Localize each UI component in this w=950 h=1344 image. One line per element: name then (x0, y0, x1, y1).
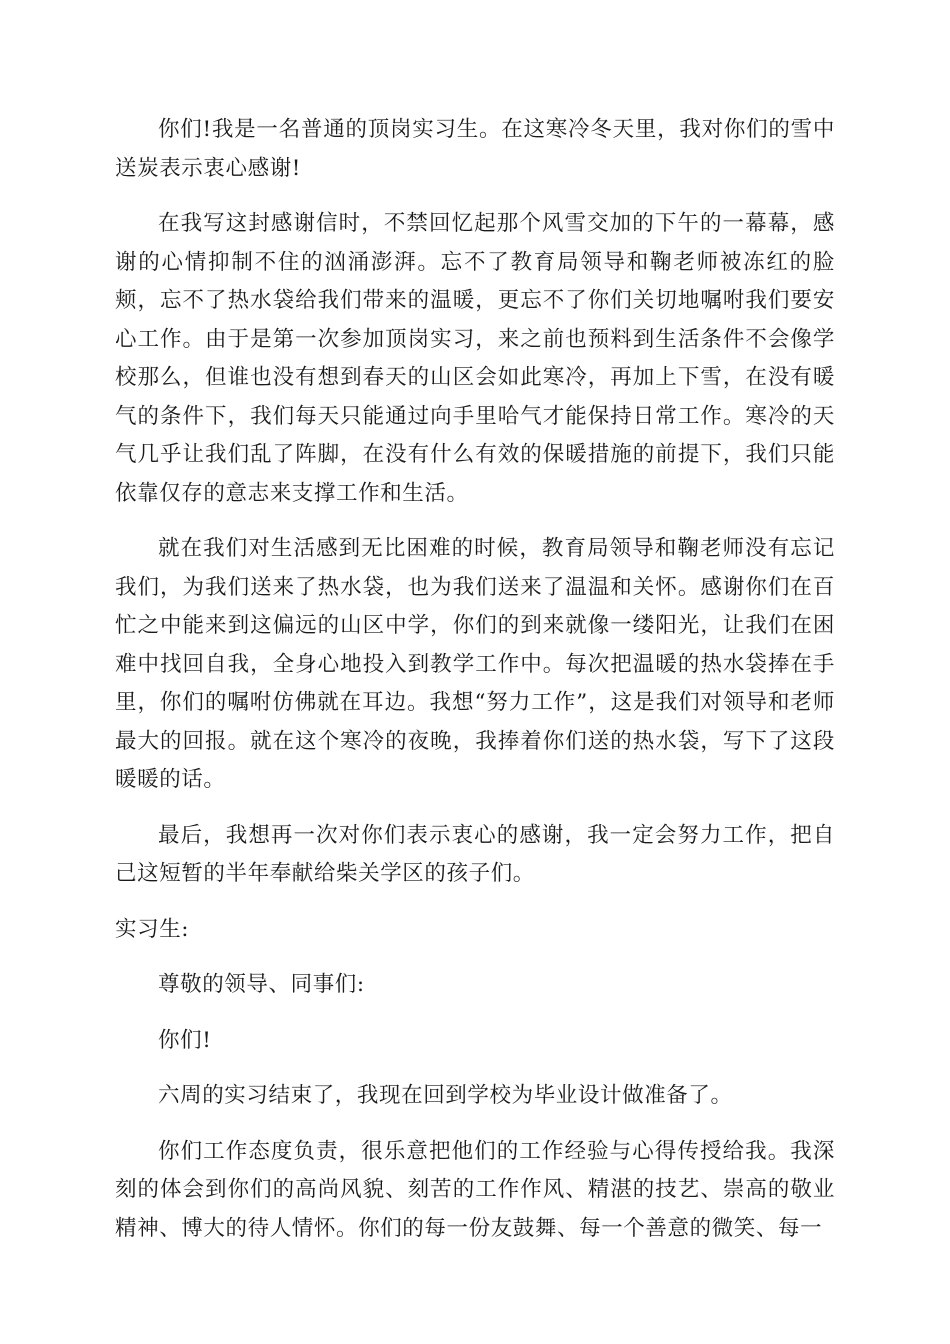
greeting-line: 你们! (158, 1027, 212, 1053)
paragraph-memory: 在我写这封感谢信时，不禁回忆起那个风雪交加的下午的一幕幕，感谢的心情抑制不住的汹涌澎湃。忘不了教育局领导和鞠老师被冻红的脸颊，忘不了热水袋给我们带来的温暖，更忘不了你们关切地嘱咐我们要安心工作。由于是第一次参加顶岗实习，来之前也预料到生活条件不会像学校那么，但谁也没有想到春天的山区会如此寒冷，再加上下雪，在没有暖气的条件下，我们每天只能通过向手里哈气才能保持日常工作。寒冷的天气几乎让我们乱了阵脚，在没有什么有效的保暖措施的前提下，我们只能依靠仅存的意志来支撑工作和生活。 (115, 211, 835, 506)
paragraph-closing: 最后，我想再一次对你们表示衷心的感谢，我一定会努力工作，把自己这短暂的半年奉献给柴关学区的孩子们。 (115, 822, 835, 886)
document-body (115, 111, 835, 1265)
signature-line: 实习生: (115, 916, 190, 942)
paragraph-internship-end: 六周的实习结束了，我现在回到学校为毕业设计做准备了。 (158, 1083, 733, 1108)
paragraph-greeting: 你们!我是一名普通的顶岗实习生。在这寒冷冬天里，我对你们的雪中送炭表示衷心感谢! (115, 117, 835, 181)
paragraph-appreciation: 你们工作态度负责，很乐意把他们的工作经验与心得传授给我。我深刻的体会到你们的高尚风貌、刻苦的工作作风、精湛的技艺、崇高的敬业精神、博大的待人情怀。你们的每一份友鼓舞、每一个善意的微笑、每一 (115, 1138, 835, 1241)
paragraph-gratitude: 就在我们对生活感到无比困难的时候，教育局领导和鞠老师没有忘记我们，为我们送来了热水袋，也为我们送来了温温和关怀。感谢你们在百忙之中能来到这偏远的山区中学，你们的到来就像一缕阳光，让我们在困难中找回自我，全身心地投入到教学工作中。每次把温暖的热水袋捧在手里，你们的嘱咐仿佛就在耳边。我想“努力工作”，这是我们对领导和老师最大的回报。就在这个寒冷的夜晚，我捧着你们送的热水袋，写下了这段暖暖的话。 (115, 536, 835, 792)
salutation: 尊敬的领导、同事们: (158, 972, 365, 997)
